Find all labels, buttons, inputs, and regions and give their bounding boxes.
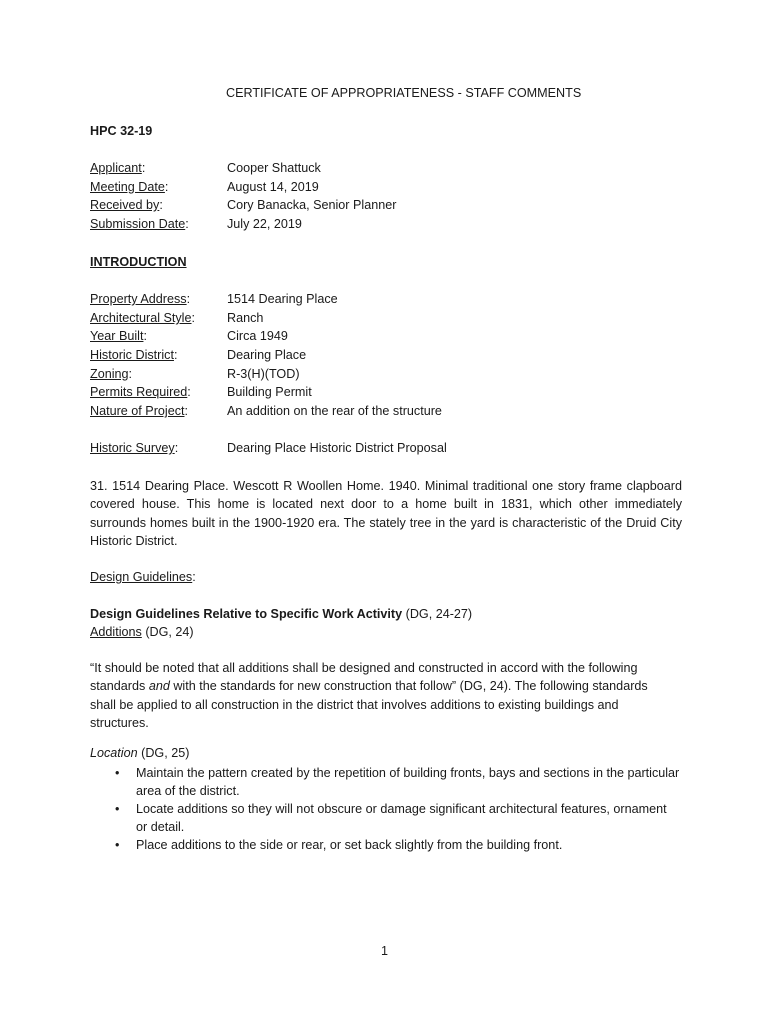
field-year-built-value: Circa 1949 [227,329,288,343]
document-title: CERTIFICATE OF APPROPRIATENESS - STAFF COMMENTS [226,86,582,100]
field-submission-date-label: Submission Date: [90,217,189,231]
field-property-address-label: Property Address: [90,292,191,306]
field-permits-required-label: Permits Required: [90,385,191,399]
work-activity-heading: Design Guidelines Relative to Specific Work Activity (DG, 24-27) [90,607,473,621]
design-guidelines-label: Design Guidelines: [90,570,196,584]
page-number: 1 [381,944,389,958]
field-submission-date-value: July 22, 2019 [227,217,302,231]
field-received-by-label: Received by: [90,198,163,212]
field-permits-required-value: Building Permit [227,385,312,399]
additions-heading: Additions (DG, 24) [90,625,194,639]
field-historic-district-label: Historic District: [90,348,178,362]
list-item: • Maintain the pattern created by the repetition of building fronts, bays and sections in the particular area of the district. [115,766,680,798]
bullet-icon: • [115,766,120,780]
field-year-built-label: Year Built: [90,329,147,343]
field-nature-of-project-value: An addition on the rear of the structure [227,404,442,418]
field-meeting-date-value: August 14, 2019 [227,180,319,194]
field-historic-survey-value: Dearing Place Historic District Proposal [227,441,447,455]
field-property-address-value: 1514 Dearing Place [227,292,338,306]
field-zoning-label: Zoning: [90,367,133,381]
case-number: HPC 32-19 [90,124,153,138]
field-architectural-style-value: Ranch [227,311,264,325]
field-applicant-value: Cooper Shattuck [227,161,321,175]
bullet-icon: • [115,802,120,816]
field-meeting-date-label: Meeting Date: [90,180,169,194]
field-historic-district-value: Dearing Place [227,348,307,362]
list-item: • Place additions to the side or rear, or set back slightly from the building front. [115,838,563,852]
location-heading: Location (DG, 25) [90,746,190,760]
introduction-heading: INTRODUCTION [90,255,187,269]
field-applicant-label: Applicant: [90,161,146,175]
field-zoning-value: R-3(H)(TOD) [227,367,300,381]
location-bullet-list [90,764,680,854]
field-architectural-style-label: Architectural Style: [90,311,195,325]
survey-paragraph: 31. 1514 Dearing Place. Wescott R Woollen Home. 1940. Minimal traditional one story frame clapboard covered house. This home is located next door to a home built in 1831, which other immediately surrounds homes built in the 1900-1920 era. The stately tree in the yard is characteristic of the Druid City Historic District. [90,479,682,549]
field-received-by-value: Cory Banacka, Senior Planner [227,198,397,212]
list-item: • Locate additions so they will not obscure or damage significant architectural features, ornament or detail. [115,802,667,834]
bullet-icon: • [115,838,120,852]
additions-quote: “It should be noted that all additions shall be designed and constructed in accord with the following standards and with the standards for new construction that follow” (DG, 24). The following standards shall be applied to all construction in the district that involves additions to existing buildings and structures. [90,661,648,731]
field-nature-of-project-label: Nature of Project: [90,404,188,418]
field-historic-survey-label: Historic Survey: [90,441,179,455]
